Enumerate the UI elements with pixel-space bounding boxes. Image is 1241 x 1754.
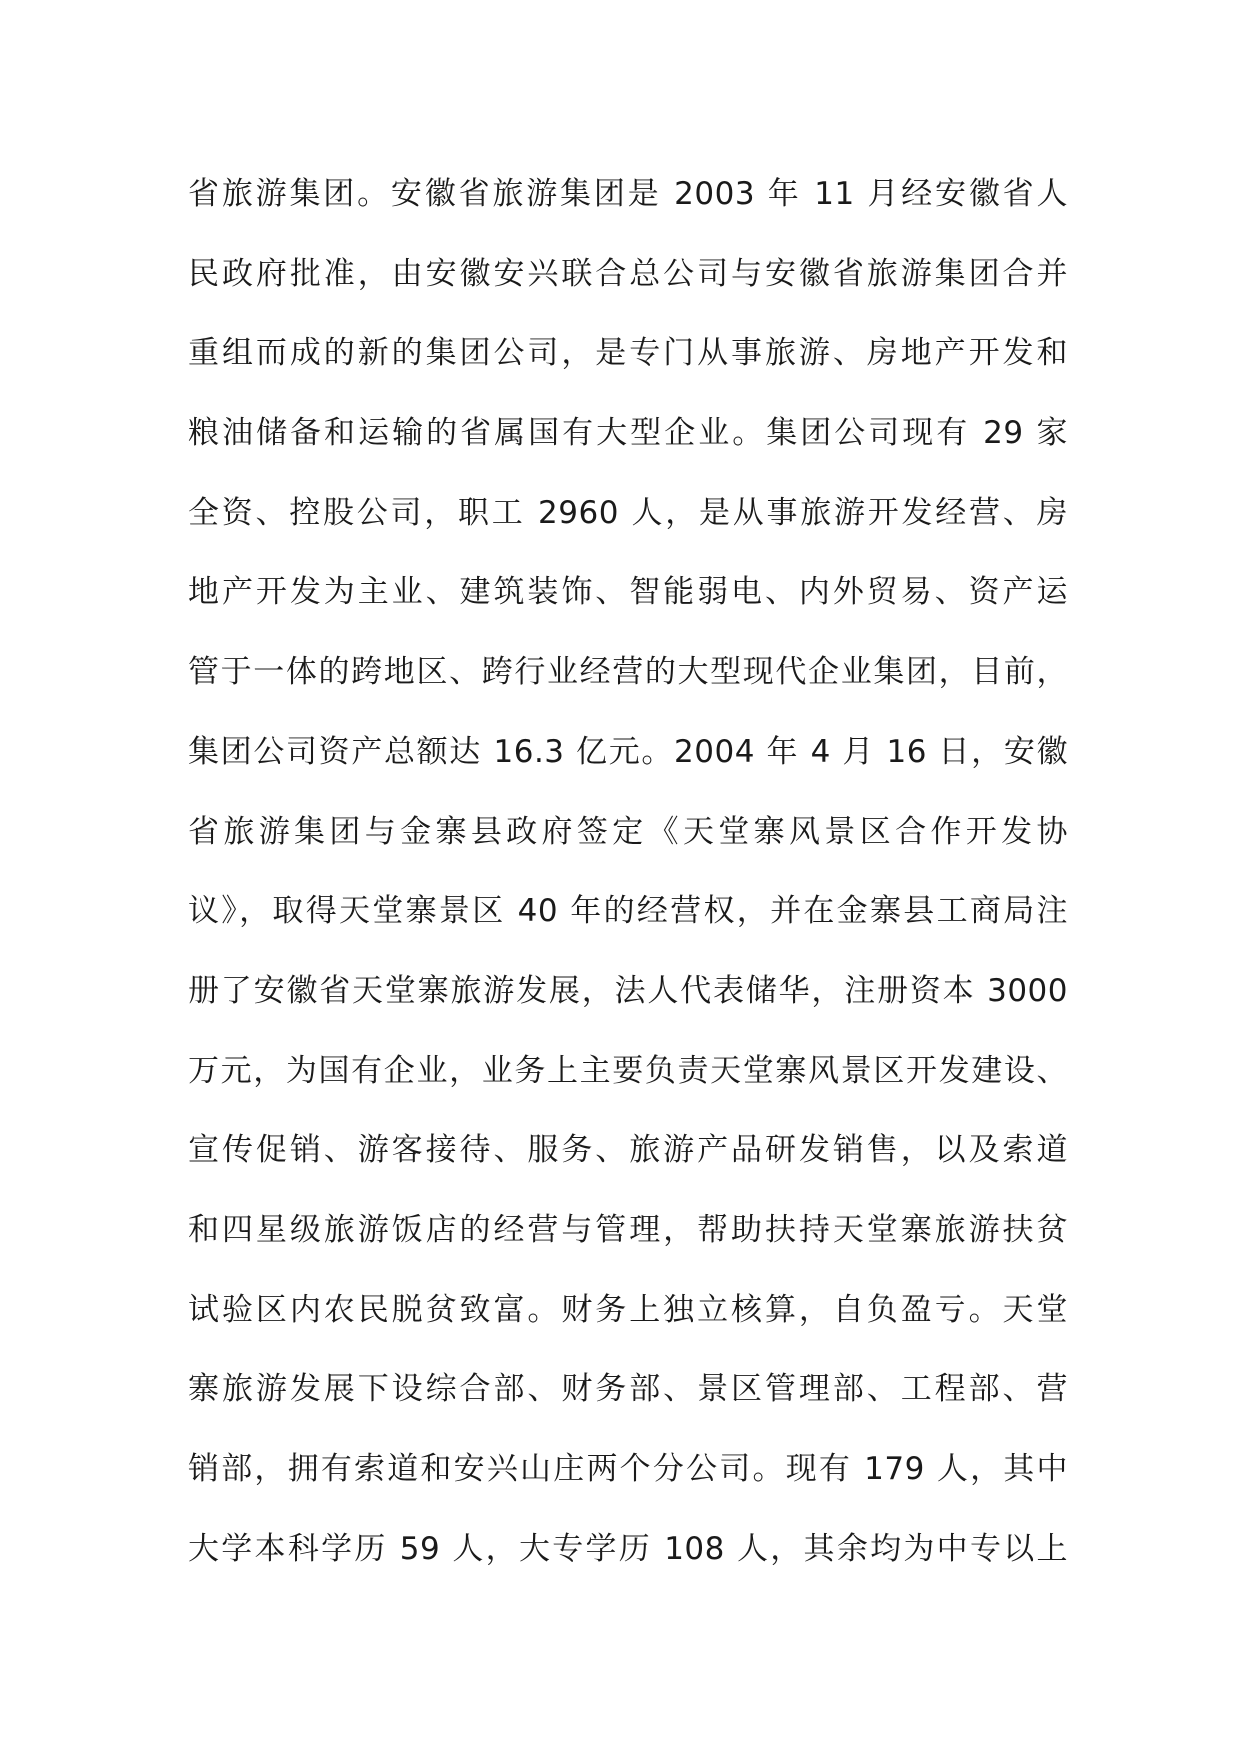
text-line: 管于一体的跨地区、跨行业经营的大型现代企业集团，目前， xyxy=(188,654,1068,691)
text-line: 粮油储备和运输的省属国有大型企业。集团公司现有 29 家 xyxy=(188,415,1068,452)
text-line: 省旅游集团。安徽省旅游集团是 2003 年 11 月经安徽省人 xyxy=(188,176,1068,212)
text-line: 集团公司资产总额达 16.3 亿元。2004 年 4 月 16 日，安徽 xyxy=(188,733,1068,770)
text-line: 试验区内农民脱贫致富。财务上独立核算，自负盈亏。天堂 xyxy=(188,1291,1068,1328)
text-line: 议》，取得天堂寨景区 40 年的经营权，并在金寨县工商局注 xyxy=(188,893,1068,930)
text-line: 民政府批准，由安徽安兴联合总公司与安徽省旅游集团合并 xyxy=(188,255,1068,292)
text-line: 万元，为国有企业，业务上主要负责天堂寨风景区开发建设、 xyxy=(188,1052,1068,1089)
body-paragraph xyxy=(188,163,1068,1597)
text-line: 重组而成的新的集团公司，是专门从事旅游、房地产开发和 xyxy=(188,335,1068,372)
text-line: 寨旅游发展下设综合部、财务部、景区管理部、工程部、营 xyxy=(188,1371,1068,1408)
text-line: 全资、控股公司，职工 2960 人，是从事旅游开发经营、房 xyxy=(188,494,1068,531)
text-line: 宣传促销、游客接待、服务、旅游产品研发销售，以及索道 xyxy=(188,1132,1068,1169)
text-line: 册了安徽省天堂寨旅游发展，法人代表储华，注册资本 3000 xyxy=(188,972,1068,1009)
text-line: 省旅游集团与金寨县政府签定《天堂寨风景区合作开发协 xyxy=(188,813,1068,850)
text-line: 和四星级旅游饭店的经营与管理，帮助扶持天堂寨旅游扶贫 xyxy=(188,1211,1068,1248)
text-line: 地产开发为主业、建筑装饰、智能弱电、内外贸易、资产运 xyxy=(188,574,1068,611)
text-line: 销部，拥有索道和安兴山庄两个分公司。现有 179 人，其中 xyxy=(188,1451,1068,1487)
text-line: 大学本科学历 59 人，大专学历 108 人，其余均为中专以上 xyxy=(188,1530,1068,1567)
